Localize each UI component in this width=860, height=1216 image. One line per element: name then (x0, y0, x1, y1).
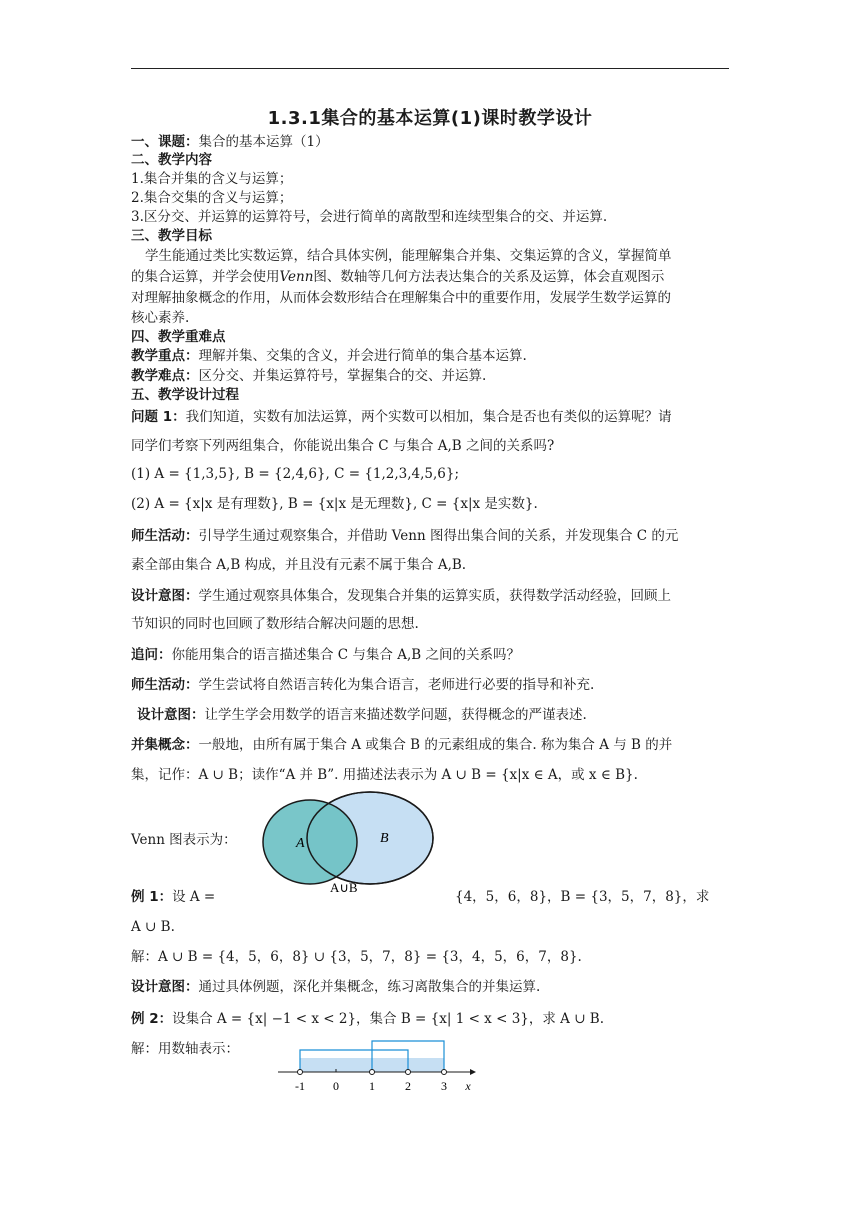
open-point-neg1 (298, 1070, 303, 1075)
venn-union-label: A∪B (330, 880, 358, 895)
intent-3-text: 通过具体例题，深化并集概念，练习离散集合的并集运算. (198, 979, 541, 995)
section-1 (131, 133, 329, 151)
section-1-text: 集合的基本运算（1） (198, 134, 329, 150)
difficult-point-text: 区分交、并集运算符号，掌握集合的交、并运算. (198, 368, 487, 384)
axis-var-label: x (465, 1079, 471, 1093)
intent-1-text: 学生通过观察具体集合，发现集合并集的运算实质，获得数学活动经验，回顾上 (198, 588, 671, 604)
activity-1-text: 引导学生通过观察集合，并借助 Venn 图得出集合间的关系，并发现集合 C 的元 (198, 528, 679, 544)
content-item-1: 1.集合并集的含义与运算； (131, 171, 293, 187)
example-1-line-2: A ∪ B. (131, 919, 175, 935)
key-point-label: 教学重点： (131, 348, 199, 364)
section-4-head: 四、教学重难点 (131, 329, 226, 345)
intent-2-text: 让学生学会用数学的语言来描述数学问题，获得概念的严谨表述. (204, 707, 587, 723)
key-point (131, 347, 527, 365)
difficult-point-label: 教学难点： (131, 368, 199, 384)
union-concept-label: 并集概念： (131, 737, 199, 753)
example-1-pre: 设 A = (172, 889, 216, 905)
section-5-head: 五、教学设计过程 (131, 387, 239, 403)
goal-line-2a: 的集合运算，并学会使用 (131, 269, 280, 285)
activity-1-line-2: 素全部由集合 A,B 构成，并且没有元素不属于集合 A,B. (131, 557, 467, 573)
follow-up-label: 追问： (131, 647, 172, 663)
content-item-2: 2.集合交集的含义与运算； (131, 190, 293, 206)
intent-2 (137, 706, 587, 724)
example-set-1: (1) A = {1,3,5}, B = {2,4,6}, C = {1,2,3,4,5,6}; (131, 466, 460, 482)
page-title: 1.3.1集合的基本运算(1)课时教学设计 (267, 108, 593, 129)
goal-line-1: 学生能通过类比实数运算，结合具体实例，能理解集合并集、交集运算的含义，掌握简单 (145, 248, 672, 264)
example-set-2: (2) A = {x|x 是有理数}, B = {x|x 是无理数}, C = {x|x 是实数}. (131, 496, 538, 512)
tick-label-neg1: -1 (295, 1079, 305, 1093)
section-1-head: 一、课题： (131, 134, 199, 150)
follow-up-text: 你能用集合的语言描述集合 C 与集合 A,B 之间的关系吗？ (171, 647, 520, 663)
section-3-head: 三、教学目标 (131, 228, 212, 244)
question-1-text: 我们知道，实数有加法运算，两个实数可以相加，集合是否也有类似的运算呢？请 (185, 409, 672, 425)
open-point-1 (370, 1070, 375, 1075)
goal-line-3: 对理解抽象概念的作用，从而体会数形结合在理解集合中的重要作用，发展学生数学运算的 (131, 290, 671, 306)
open-point-3 (442, 1070, 447, 1075)
example-2 (131, 1010, 604, 1028)
goal-line-2b: 图、数轴等几何方法表达集合的关系及运算，体会直观图示 (313, 269, 665, 285)
intent-3-label: 设计意图： (131, 979, 199, 995)
tick-label-1: 1 (369, 1079, 375, 1093)
venn-caption: Venn 图表示为： (131, 832, 237, 848)
tick-label-2: 2 (405, 1079, 411, 1093)
venn-term: Venn (279, 269, 314, 285)
venn-diagram (260, 790, 440, 900)
question-1-line-1 (131, 408, 672, 426)
intent-1-label: 设计意图： (131, 588, 199, 604)
activity-1-line-1 (131, 527, 678, 545)
activity-2-label: 师生活动： (131, 677, 199, 693)
header-rule (131, 68, 729, 69)
number-line (276, 1036, 476, 1098)
activity-2-text: 学生尝试将自然语言转化为集合语言，老师进行必要的指导和补充. (198, 677, 595, 693)
example-2-label: 例 2： (131, 1011, 173, 1027)
example-1-rest: {4，5，6，8}，B = {3，5，7，8}，求 (455, 889, 710, 905)
solution-1: 解：A ∪ B = {4，5，6，8} ∪ {3，5，7，8} = {3，4，5，6，7，8}. (131, 949, 582, 965)
intent-1-line-2: 节知识的同时也回顾了数形结合解决问题的思想. (131, 616, 419, 632)
open-point-2 (406, 1070, 411, 1075)
goal-line-2 (131, 268, 664, 286)
question-1-label: 问题 1： (131, 409, 186, 425)
axis-arrow (470, 1069, 476, 1075)
intent-3 (131, 978, 540, 996)
example-1-label: 例 1： (131, 889, 173, 905)
difficult-point (131, 367, 486, 385)
union-concept-line-2: 集，记作：A ∪ B；读作“A 并 B”. 用描述法表示为 A ∪ B = {x|x ∈ A，或 x ∈ B}. (131, 767, 638, 783)
solution-2: 解：用数轴表示： (131, 1041, 239, 1057)
intent-1-line-1 (131, 587, 671, 605)
key-point-text: 理解并集、交集的含义，并会进行简单的集合基本运算. (198, 348, 527, 364)
example-1-line-1 (131, 888, 215, 906)
section-2-head: 二、教学内容 (131, 152, 212, 168)
intent-2-label: 设计意图： (137, 707, 205, 723)
question-1-line-2: 同学们考察下列两组集合，你能说出集合 C 与集合 A,B 之间的关系吗? (131, 438, 555, 454)
tick-label-0: 0 (333, 1079, 339, 1093)
union-concept-line-1 (131, 736, 672, 754)
venn-label-b: B (380, 831, 389, 846)
content-item-3: 3.区分交、并运算的运算符号，会进行简单的离散型和连续型集合的交、并运算. (131, 209, 608, 225)
activity-1-label: 师生活动： (131, 528, 199, 544)
tick-label-3: 3 (441, 1079, 447, 1093)
goal-line-4: 核心素养. (131, 310, 190, 326)
union-concept-text: 一般地，由所有属于集合 A 或集合 B 的元素组成的集合. 称为集合 A 与 B 的并 (198, 737, 673, 753)
activity-2 (131, 676, 594, 694)
venn-label-a: A (296, 836, 305, 851)
venn-circle-a (263, 800, 357, 884)
follow-up (131, 646, 520, 664)
example-2-text: 设集合 A = {x| −1 < x < 2}，集合 B = {x| 1 < x < 3}，求 A ∪ B. (172, 1011, 605, 1027)
